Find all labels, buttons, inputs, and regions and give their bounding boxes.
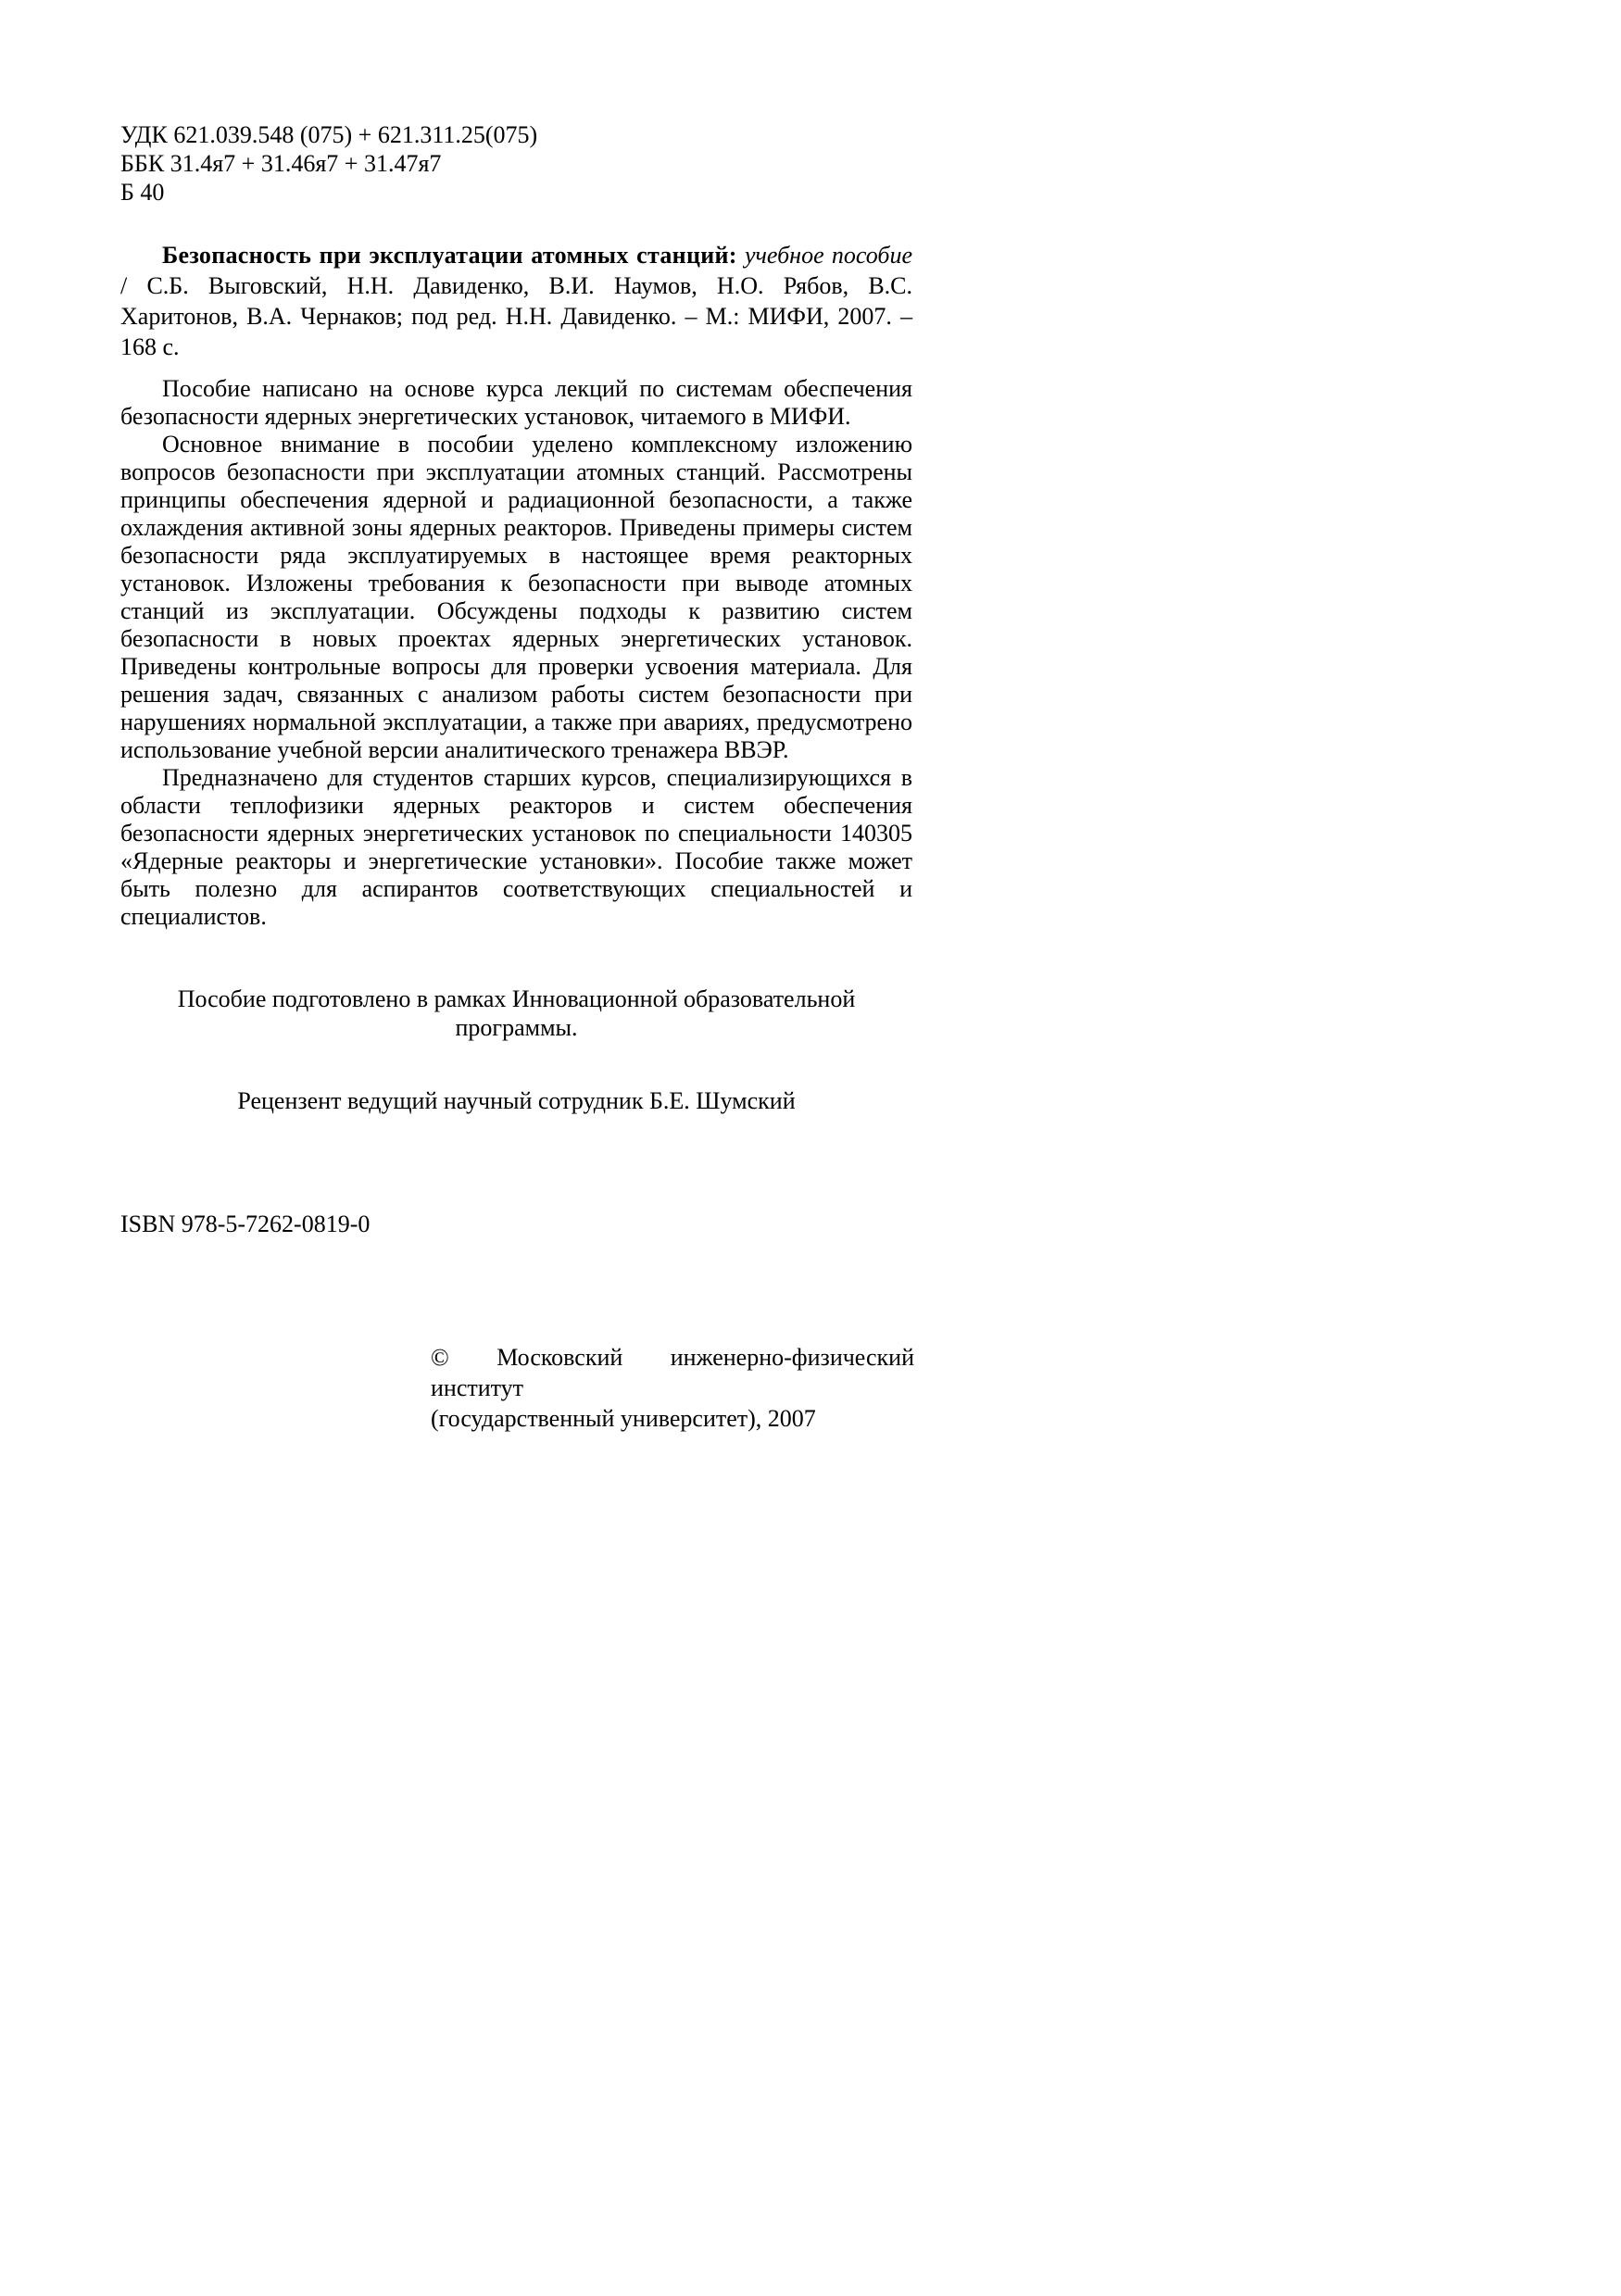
bibliographic-record (120, 240, 912, 362)
biblio-authors: С.Б. Выговский, Н.Н. Давиденко, В.И. Наумов, Н.О. Рябов, В.С. Харитонов, В.А. Чернаков; под ред. Н.Н. Давиденко. – М.: МИФИ, 2007. – 168 с. (120, 272, 913, 360)
copyright-block (431, 1342, 914, 1434)
annotation-paragraph-1: Пособие написано на основе курса лекций по системам обеспечения безопасности ядерных энергетических установок, читаемого в МИФИ. (120, 375, 912, 430)
bbk-line: ББК 31.4я7 + 31.46я7 + 31.47я7 (120, 150, 442, 177)
classification-block (120, 120, 912, 207)
isbn-line: ISBN 978-5-7262-0819-0 (120, 1211, 371, 1237)
annotation-block (120, 375, 912, 931)
biblio-separator: / (120, 272, 128, 299)
book-title: Безопасность при эксплуатации атомных станций: (162, 242, 737, 269)
annotation-paragraph-2: Основное внимание в пособии уделено комплексному изложению вопросов безопасности при эксплуатации атомных станций. Рассмотрены принципы обеспечения ядерной и радиационной безопасности, а также охлаждения активной зоны ядерных реакторов. Приведены примеры систем безопасности ряда эксплуатируемых в настоящее время реакторных установок. Изложены требования к безопасности при выводе атомных станций из эксплуатации. Обсуждены подходы к развитию систем безопасности в новых проектах ядерных энергетических установок. Приведены контрольные вопросы для проверки усвоения материала. Для решения задач, связанных с анализом работы систем безопасности при нарушениях нормальной эксплуатации, а также при авариях, предусмотрено использование учебной версии аналитического тренажера ВВЭР. (120, 431, 912, 763)
book-subtitle: учебное пособие (744, 242, 912, 269)
program-note: Пособие подготовлено в рамках Инновационной образовательной программы. (177, 985, 856, 1041)
copyright-holder: © Московский инженерно-физический институт (431, 1344, 914, 1401)
copyright-year: (государственный университет), 2007 (431, 1405, 816, 1432)
reviewer-line: Рецензент ведущий научный сотрудник Б.Е. Шумский (237, 1087, 796, 1114)
annotation-paragraph-3: Предназначено для студентов старших курсов, специализирующихся в области теплофизики ядерных реакторов и систем обеспечения безопасности ядерных энергетических установок по специальности 140305 «Ядерные реакторы и энергетические установки». Пособие также может быть полезно для аспирантов соответствующих специальностей и специалистов. (120, 764, 912, 930)
udk-line: УДК 621.039.548 (075) + 621.311.25(075) (120, 121, 538, 148)
author-sign-line: Б 40 (120, 179, 165, 206)
